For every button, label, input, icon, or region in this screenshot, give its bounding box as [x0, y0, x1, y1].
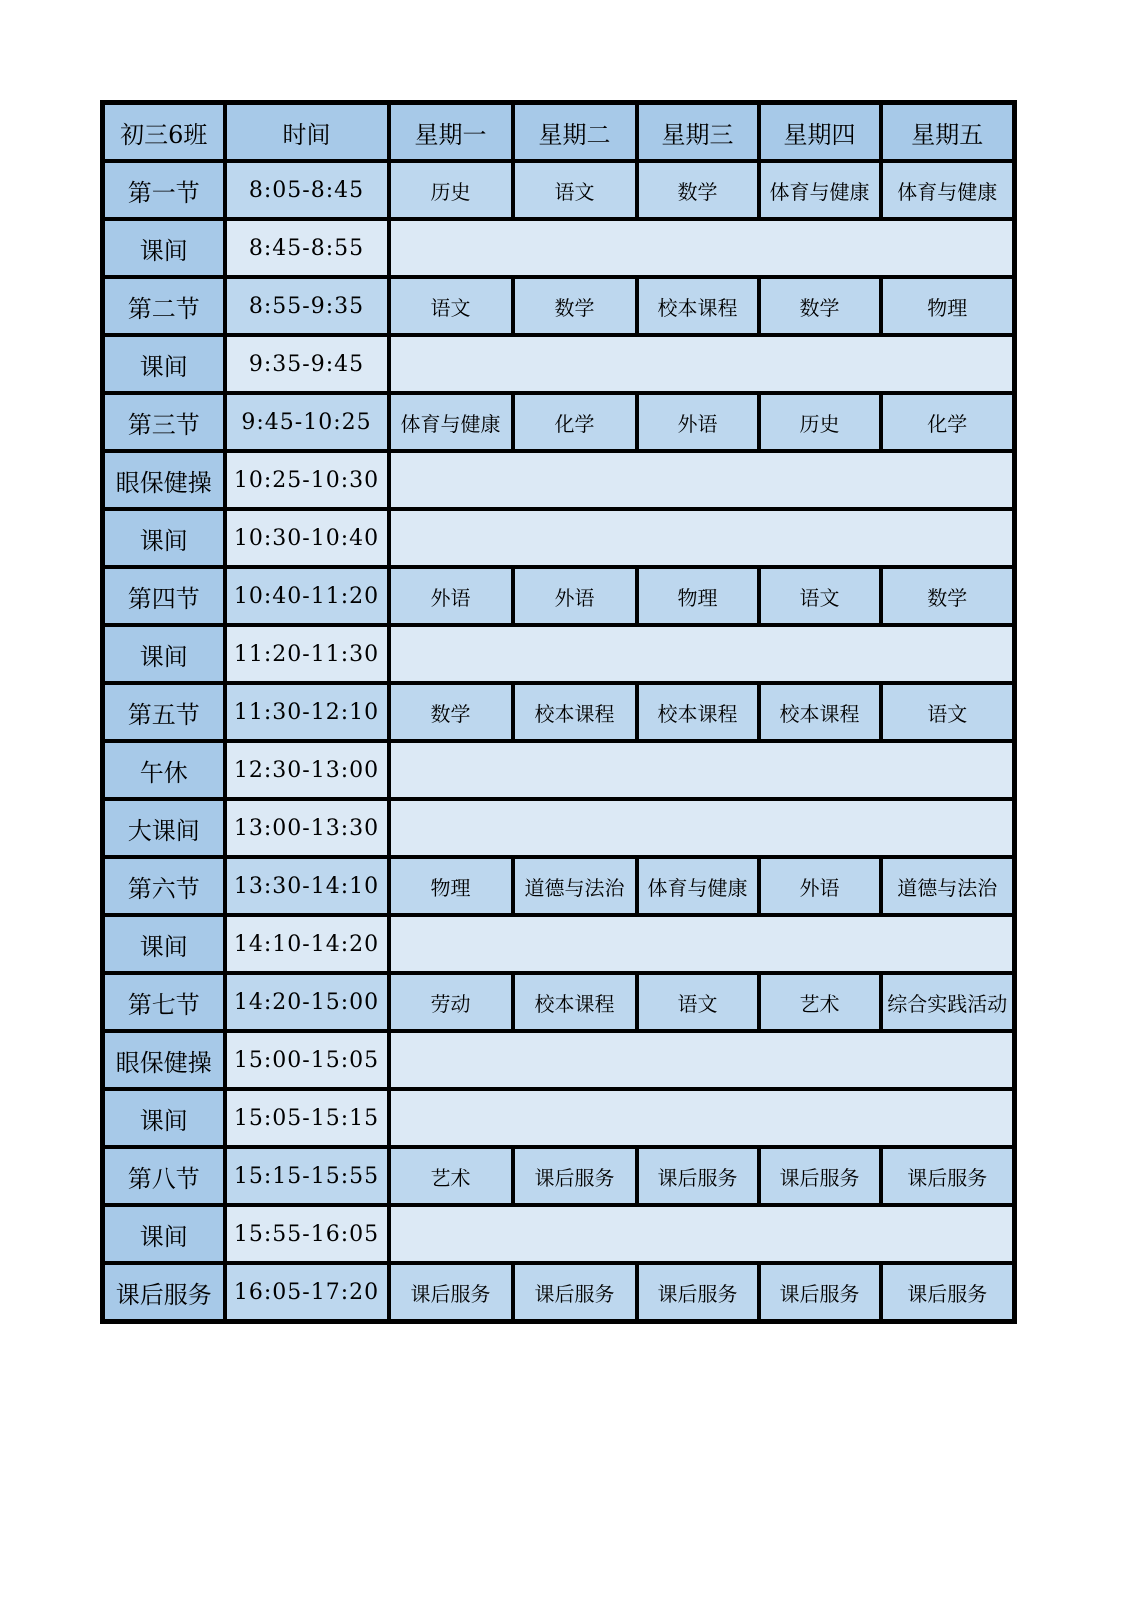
- period-row: [103, 161, 1015, 219]
- subject-cell-tuesday: 校本课程: [513, 683, 637, 741]
- break-row: [103, 915, 1015, 973]
- time-range: 16:05-17:20: [225, 1263, 389, 1322]
- subject-cell-monday: 历史: [389, 161, 513, 219]
- subject-cell-monday: 物理: [389, 857, 513, 915]
- subject-cell-tuesday: 校本课程: [513, 973, 637, 1031]
- subject-cell-monday: 语文: [389, 277, 513, 335]
- break-span: [389, 741, 1015, 799]
- subject-cell-thursday: 语文: [759, 567, 881, 625]
- subject-cell-tuesday: 外语: [513, 567, 637, 625]
- subject-cell-tuesday: 化学: [513, 393, 637, 451]
- row-label: 课间: [103, 1089, 225, 1147]
- break-row: [103, 335, 1015, 393]
- break-row: [103, 1089, 1015, 1147]
- subject-cell-friday: 化学: [881, 393, 1015, 451]
- class-schedule-table: [100, 100, 1017, 1324]
- subject-cell-wednesday: 校本课程: [637, 683, 759, 741]
- subject-cell-wednesday: 体育与健康: [637, 857, 759, 915]
- subject-cell-wednesday: 课后服务: [637, 1147, 759, 1205]
- period-row: [103, 567, 1015, 625]
- row-label: 第六节: [103, 857, 225, 915]
- break-span: [389, 625, 1015, 683]
- subject-cell-monday: 外语: [389, 567, 513, 625]
- row-label: 课后服务: [103, 1263, 225, 1322]
- header-time: 时间: [225, 103, 389, 162]
- row-label: 课间: [103, 625, 225, 683]
- schedule-body: [103, 161, 1015, 1322]
- subject-cell-wednesday: 课后服务: [637, 1263, 759, 1322]
- time-range: 11:20-11:30: [225, 625, 389, 683]
- break-span: [389, 799, 1015, 857]
- row-label: 第七节: [103, 973, 225, 1031]
- break-span: [389, 219, 1015, 277]
- period-row: [103, 857, 1015, 915]
- time-range: 13:30-14:10: [225, 857, 389, 915]
- header-tuesday: 星期二: [513, 103, 637, 162]
- break-span: [389, 1089, 1015, 1147]
- time-range: 9:45-10:25: [225, 393, 389, 451]
- subject-cell-monday: 课后服务: [389, 1263, 513, 1322]
- row-label: 课间: [103, 219, 225, 277]
- time-range: 10:25-10:30: [225, 451, 389, 509]
- time-range: 8:05-8:45: [225, 161, 389, 219]
- break-row: [103, 1205, 1015, 1263]
- subject-cell-thursday: 体育与健康: [759, 161, 881, 219]
- time-range: 15:00-15:05: [225, 1031, 389, 1089]
- subject-cell-monday: 劳动: [389, 973, 513, 1031]
- subject-cell-friday: 课后服务: [881, 1147, 1015, 1205]
- row-label: 第一节: [103, 161, 225, 219]
- row-label: 课间: [103, 509, 225, 567]
- time-range: 14:10-14:20: [225, 915, 389, 973]
- row-label: 眼保健操: [103, 451, 225, 509]
- header-class-name: 初三6班: [103, 103, 225, 162]
- time-range: 14:20-15:00: [225, 973, 389, 1031]
- time-range: 9:35-9:45: [225, 335, 389, 393]
- subject-cell-friday: 数学: [881, 567, 1015, 625]
- break-row: [103, 509, 1015, 567]
- row-label: 午休: [103, 741, 225, 799]
- break-row: [103, 1031, 1015, 1089]
- subject-cell-wednesday: 外语: [637, 393, 759, 451]
- subject-cell-thursday: 历史: [759, 393, 881, 451]
- row-label: 第四节: [103, 567, 225, 625]
- row-label: 眼保健操: [103, 1031, 225, 1089]
- subject-cell-friday: 课后服务: [881, 1263, 1015, 1322]
- subject-cell-thursday: 外语: [759, 857, 881, 915]
- subject-cell-friday: 物理: [881, 277, 1015, 335]
- row-label: 课间: [103, 335, 225, 393]
- time-range: 15:05-15:15: [225, 1089, 389, 1147]
- break-row: [103, 219, 1015, 277]
- subject-cell-monday: 艺术: [389, 1147, 513, 1205]
- header-row: [103, 103, 1015, 162]
- row-label: 第五节: [103, 683, 225, 741]
- subject-cell-friday: 语文: [881, 683, 1015, 741]
- break-span: [389, 451, 1015, 509]
- time-range: 12:30-13:00: [225, 741, 389, 799]
- subject-cell-monday: 数学: [389, 683, 513, 741]
- subject-cell-thursday: 课后服务: [759, 1147, 881, 1205]
- time-range: 13:00-13:30: [225, 799, 389, 857]
- subject-cell-friday: 综合实践活动: [881, 973, 1015, 1031]
- subject-cell-wednesday: 语文: [637, 973, 759, 1031]
- row-label: 大课间: [103, 799, 225, 857]
- subject-cell-wednesday: 数学: [637, 161, 759, 219]
- subject-cell-thursday: 课后服务: [759, 1263, 881, 1322]
- time-range: 8:55-9:35: [225, 277, 389, 335]
- break-span: [389, 1031, 1015, 1089]
- subject-cell-wednesday: 物理: [637, 567, 759, 625]
- header-monday: 星期一: [389, 103, 513, 162]
- break-row: [103, 625, 1015, 683]
- subject-cell-thursday: 艺术: [759, 973, 881, 1031]
- break-span: [389, 335, 1015, 393]
- subject-cell-tuesday: 数学: [513, 277, 637, 335]
- time-range: 8:45-8:55: [225, 219, 389, 277]
- subject-cell-thursday: 数学: [759, 277, 881, 335]
- row-label: 课间: [103, 915, 225, 973]
- period-row: [103, 277, 1015, 335]
- break-row: [103, 741, 1015, 799]
- subject-cell-wednesday: 校本课程: [637, 277, 759, 335]
- period-row: [103, 1147, 1015, 1205]
- subject-cell-friday: 道德与法治: [881, 857, 1015, 915]
- row-label: 第八节: [103, 1147, 225, 1205]
- time-range: 15:15-15:55: [225, 1147, 389, 1205]
- break-span: [389, 1205, 1015, 1263]
- subject-cell-monday: 体育与健康: [389, 393, 513, 451]
- row-label: 课间: [103, 1205, 225, 1263]
- subject-cell-tuesday: 课后服务: [513, 1263, 637, 1322]
- period-row: [103, 973, 1015, 1031]
- break-span: [389, 509, 1015, 567]
- header-wednesday: 星期三: [637, 103, 759, 162]
- subject-cell-tuesday: 课后服务: [513, 1147, 637, 1205]
- time-range: 10:40-11:20: [225, 567, 389, 625]
- break-row: [103, 451, 1015, 509]
- subject-cell-tuesday: 语文: [513, 161, 637, 219]
- period-row: [103, 683, 1015, 741]
- row-label: 第二节: [103, 277, 225, 335]
- time-range: 10:30-10:40: [225, 509, 389, 567]
- break-row: [103, 799, 1015, 857]
- header-thursday: 星期四: [759, 103, 881, 162]
- subject-cell-thursday: 校本课程: [759, 683, 881, 741]
- break-span: [389, 915, 1015, 973]
- header-friday: 星期五: [881, 103, 1015, 162]
- row-label: 第三节: [103, 393, 225, 451]
- subject-cell-tuesday: 道德与法治: [513, 857, 637, 915]
- time-range: 11:30-12:10: [225, 683, 389, 741]
- time-range: 15:55-16:05: [225, 1205, 389, 1263]
- period-row: [103, 1263, 1015, 1322]
- period-row: [103, 393, 1015, 451]
- subject-cell-friday: 体育与健康: [881, 161, 1015, 219]
